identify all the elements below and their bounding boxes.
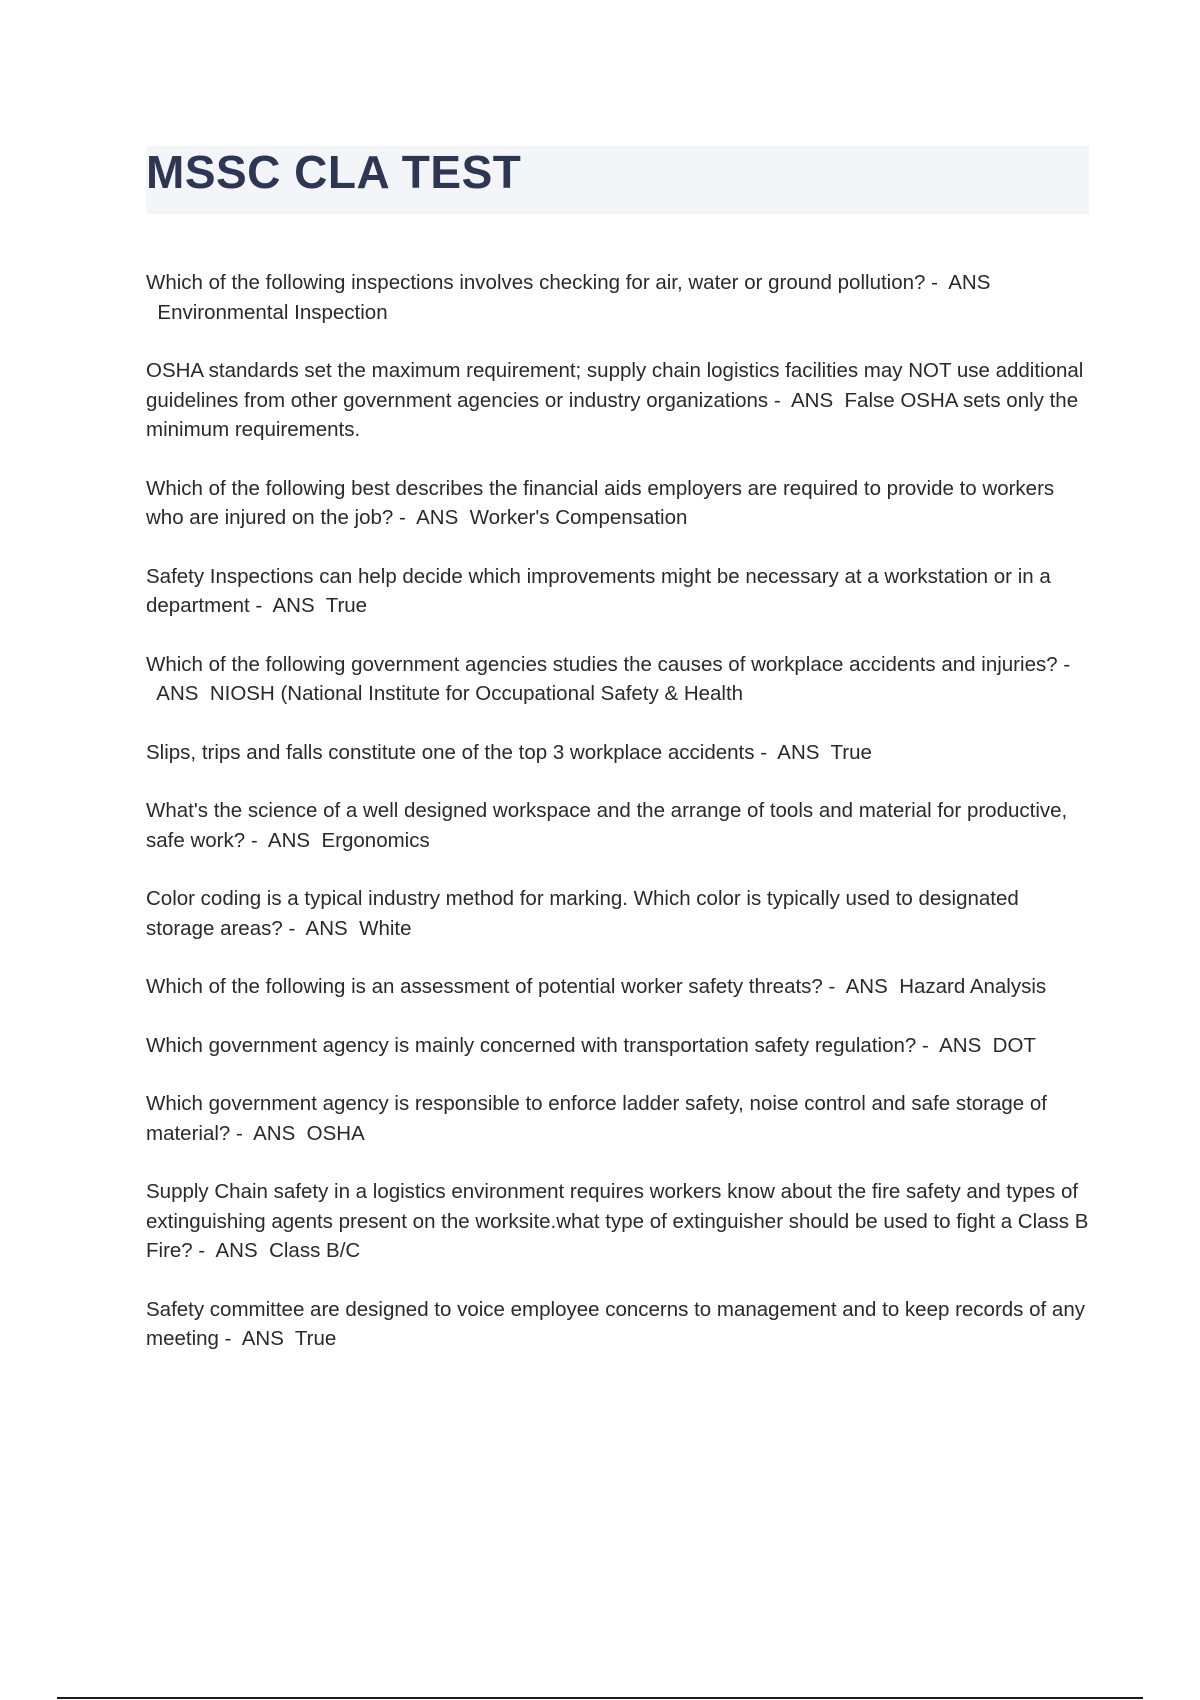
- answer-marker: ANS: [156, 682, 199, 705]
- answer-text: Ergonomics: [321, 828, 430, 852]
- question-text: Slips, trips and falls constitute one of the top 3 workplace accidents -: [146, 740, 768, 764]
- answer-text: True: [325, 594, 368, 617]
- answer-text: False OSHA sets only the minimum requirements.: [146, 388, 1079, 441]
- qa-item: [146, 474, 1092, 533]
- qa-item: [146, 972, 1092, 1002]
- answer-marker: ANS: [948, 271, 991, 294]
- qa-item: [146, 650, 1092, 709]
- qa-item: [146, 1177, 1092, 1266]
- question-text: Which of the following is an assessment of potential worker safety threats? -: [146, 975, 836, 998]
- answer-text: NIOSH (National Institute for Occupational Safety & Health: [209, 682, 744, 705]
- qa-item: [146, 738, 1092, 768]
- answer-text: Hazard Analysis: [899, 975, 1047, 998]
- question-text: Which of the following government agencies studies the causes of workplace accidents and injuries? -: [146, 652, 1071, 676]
- answer-text: DOT: [992, 1033, 1036, 1057]
- qa-item: [146, 1089, 1092, 1148]
- question-text: Supply Chain safety in a logistics environment requires workers know about the fire safety and types of extinguishing agents present on the worksite.what type of extinguisher should be used to fight a Class B Fire? -: [146, 1180, 1089, 1262]
- answer-text: Environmental Inspection: [157, 300, 388, 324]
- answer-marker: ANS: [241, 1327, 284, 1350]
- answer-text: True: [830, 740, 872, 764]
- answer-marker: ANS: [267, 828, 311, 852]
- question-text: Safety Inspections can help decide which improvements might be necessary at a workstation or in a department -: [146, 564, 1051, 617]
- qa-item: [146, 1031, 1092, 1061]
- qa-item: [146, 884, 1092, 943]
- question-text: What's the science of a well designed workspace and the arrange of tools and material for productive, safe work? -: [146, 799, 1068, 852]
- footer-divider: [57, 1697, 1143, 1699]
- qa-list: [146, 268, 1092, 1383]
- question-text: OSHA standards set the maximum requirement; supply chain logistics facilities may NOT use additional guidelines from other government agencies or industry organizations -: [146, 359, 1084, 412]
- qa-item: [146, 562, 1092, 621]
- qa-item: [146, 356, 1092, 445]
- answer-text: Worker's Compensation: [469, 506, 688, 529]
- document-title: MSSC CLA TEST: [146, 146, 522, 198]
- answer-marker: ANS: [790, 388, 834, 412]
- answer-marker: ANS: [305, 916, 348, 940]
- answer-marker: ANS: [845, 975, 888, 998]
- answer-text: White: [359, 916, 412, 940]
- answer-marker: ANS: [253, 1121, 296, 1145]
- question-text: Which government agency is responsible to enforce ladder safety, noise control and safe storage of material? -: [146, 1092, 1047, 1145]
- question-text: Which government agency is mainly concerned with transportation safety regulation? -: [146, 1033, 929, 1057]
- answer-text: OSHA: [306, 1121, 365, 1145]
- answer-marker: ANS: [777, 740, 820, 764]
- answer-marker: ANS: [416, 506, 459, 529]
- answer-marker: ANS: [215, 1239, 258, 1262]
- qa-item: [146, 268, 1092, 327]
- question-text: Color coding is a typical industry method for marking. Which color is typically used to designated storage areas? -: [146, 887, 1019, 940]
- question-text: Which of the following inspections involves checking for air, water or ground pollution? -: [146, 271, 938, 294]
- answer-text: True: [294, 1327, 337, 1350]
- answer-marker: ANS: [272, 594, 315, 617]
- question-text: Safety committee are designed to voice employee concerns to management and to keep records of any meeting -: [146, 1297, 1085, 1350]
- question-text: Which of the following best describes the financial aids employers are required to provide to workers who are injured on the job? -: [146, 476, 1055, 529]
- answer-text: Class B/C: [269, 1239, 361, 1262]
- answer-marker: ANS: [939, 1033, 982, 1057]
- qa-item: [146, 796, 1092, 855]
- qa-item: [146, 1295, 1092, 1354]
